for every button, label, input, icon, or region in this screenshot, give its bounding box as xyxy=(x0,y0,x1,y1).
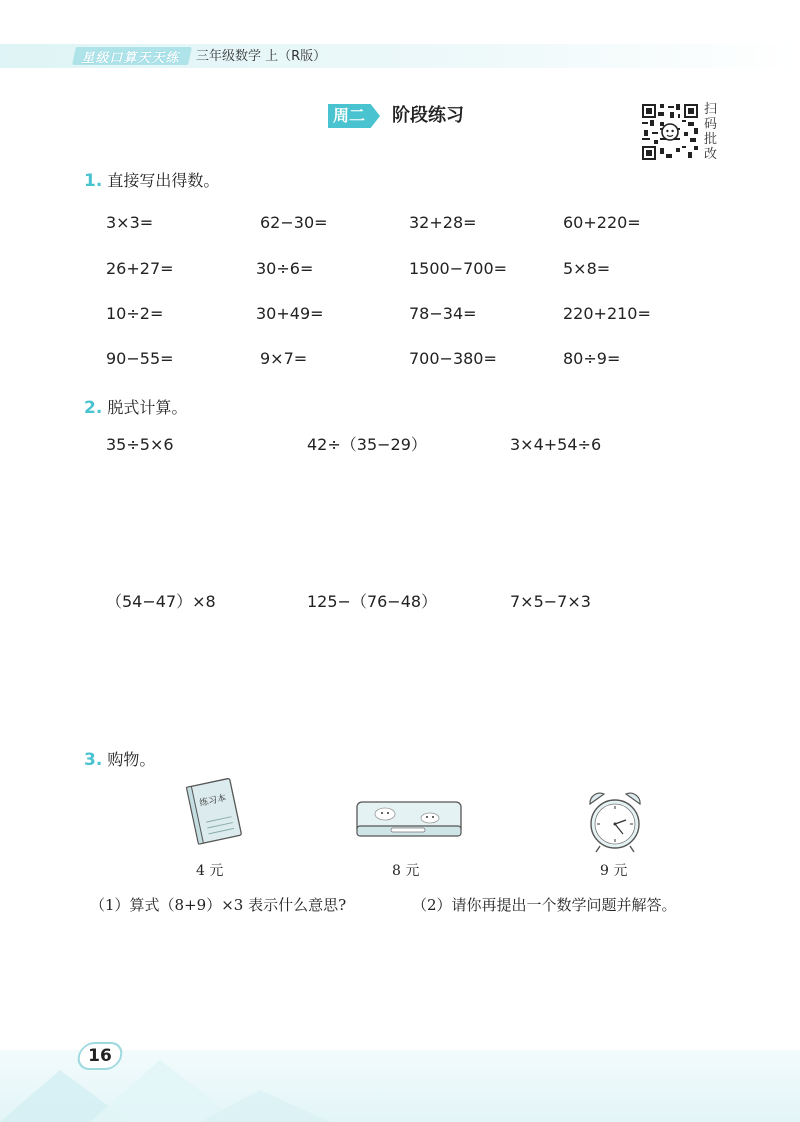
price-label: 9 元 xyxy=(600,863,628,879)
alarm-clock-icon xyxy=(582,788,648,854)
price-label: 4 元 xyxy=(196,863,224,879)
page-number: 16 xyxy=(78,1042,122,1070)
calc-item: 80÷9= xyxy=(563,349,621,368)
sub-question-1: （1）算式（8+9）×3 表示什么意思? xyxy=(90,896,347,914)
expression-item: 7×5−7×3 xyxy=(510,592,591,611)
sub-question-2: （2）请你再提出一个数学问题并解答。 xyxy=(412,896,677,914)
calc-item: 9×7= xyxy=(260,349,308,368)
calc-item: 62−30= xyxy=(260,213,328,232)
question-title: 脱式计算。 xyxy=(107,398,188,417)
question-number: 2. xyxy=(84,398,103,418)
question-1-header xyxy=(84,170,219,192)
qr-code-icon[interactable] xyxy=(642,104,698,160)
scan-label: 扫 码 批 改 xyxy=(704,102,718,162)
calc-item: 30+49= xyxy=(256,304,324,323)
expression-item: 3×4+54÷6 xyxy=(510,435,602,454)
day-badge xyxy=(328,104,380,128)
series-title: 星级口算天天练 xyxy=(81,51,180,66)
question-number: 1. xyxy=(84,171,103,191)
calc-item: 5×8= xyxy=(563,259,611,278)
notebook-cover-text: 练习本 xyxy=(198,793,228,809)
calc-item: 220+210= xyxy=(563,304,651,323)
book-title: 三年级数学 上（R版） xyxy=(196,49,327,64)
notebook-icon xyxy=(178,776,252,846)
question-number: 3. xyxy=(84,750,103,770)
calc-item: 30÷6= xyxy=(256,259,314,278)
calc-item: 10÷2= xyxy=(106,304,164,323)
calc-item: 78−34= xyxy=(409,304,477,323)
question-title: 购物。 xyxy=(107,750,156,769)
question-2-header xyxy=(84,397,187,419)
question-title: 直接写出得数。 xyxy=(107,171,220,190)
calc-item: 700−380= xyxy=(409,349,497,368)
series-tag xyxy=(72,47,192,65)
page-title: 阶段练习 xyxy=(392,105,464,126)
expression-item: 42÷（35−29） xyxy=(307,435,427,454)
price-label: 8 元 xyxy=(392,863,420,879)
calc-item: 1500−700= xyxy=(409,259,508,278)
pencil-case-icon xyxy=(353,798,465,842)
calc-item: 60+220= xyxy=(563,213,641,232)
calc-item: 32+28= xyxy=(409,213,477,232)
question-3-header xyxy=(84,749,155,771)
calc-item: 26+27= xyxy=(106,259,174,278)
calc-item: 90−55= xyxy=(106,349,174,368)
expression-item: 35÷5×6 xyxy=(106,435,174,454)
expression-item: （54−47）×8 xyxy=(106,592,216,611)
expression-item: 125−（76−48） xyxy=(307,592,438,611)
day-label: 周二 xyxy=(332,106,365,125)
calc-item: 3×3= xyxy=(106,213,154,232)
